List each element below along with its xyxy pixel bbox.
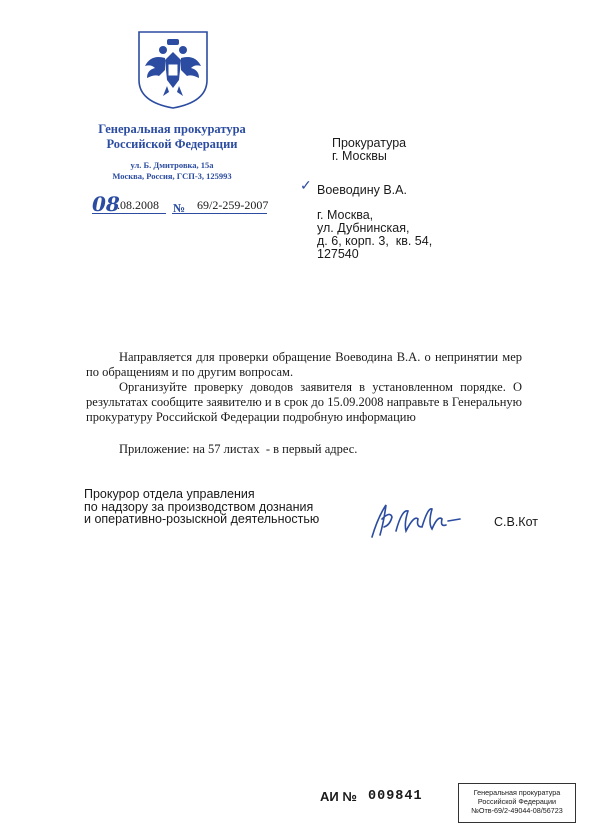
registration-stamp (458, 783, 576, 823)
body-paragraph-2: Организуйте проверку доводов заявителя в установленном порядке. О результатах сообщите заявителю и в срок до 15.09.2008 направьте в Генеральную прокуратуру Российской Федерации подробную информацию (86, 380, 522, 424)
recipient-addr-line-2: ул. Дубнинская, (317, 221, 410, 235)
signer-position (84, 488, 319, 526)
recipient-address (317, 209, 432, 261)
signer-name: С.В.Кот (494, 515, 538, 529)
org-line-2: Российской Федерации (106, 137, 238, 151)
recipient-office-line-2: г. Москвы (332, 149, 387, 163)
coat-of-arms-emblem (137, 30, 209, 110)
recipient-name: Воеводину В.А. (317, 183, 407, 197)
stamp-line-2: Российской Федерации (477, 797, 557, 806)
handwritten-signature (368, 497, 468, 541)
attachment-note: Приложение: на 57 листах - в первый адрес. (119, 442, 358, 456)
recipient-addr-line-3: д. 6, корп. 3, кв. 54, (317, 234, 433, 248)
body-paragraph-1: Направляется для проверки обращение Воеводина В.А. о непринятии мер по обращениям и по другим вопросам. (86, 350, 522, 379)
recipient-office (332, 137, 406, 163)
stamp-line-3: №Отв-69/2-49044-08/56723 (471, 806, 563, 815)
ai-label: АИ № (320, 789, 357, 804)
signer-position-line-3: и оперативно-розыскной деятельностью (84, 512, 320, 526)
ai-number: 009841 (368, 789, 423, 804)
signer-position-line-2: по надзору за производством дознания (84, 499, 314, 514)
addr-line-1: ул. Б. Дмитровка, 15а (130, 160, 214, 170)
signer-position-line-1: Прокурор отдела управления (84, 487, 255, 501)
organization-address (92, 160, 252, 182)
stamp-line-1: Генеральная прокуратура (473, 788, 561, 797)
recipient-addr-line-4: 127540 (317, 247, 359, 261)
addr-line-2: Москва, Россия, ГСП-3, 125993 (112, 171, 232, 181)
registration-number: 69/2-259-2007 (197, 198, 269, 212)
date-day-handwritten: 08 (92, 192, 120, 216)
recipient-office-line-1: Прокуратура (332, 136, 407, 150)
number-underline (172, 213, 267, 214)
number-sign: № (173, 201, 186, 215)
date-month-year: .08.2008 (117, 198, 159, 212)
organization-name (72, 122, 272, 152)
org-line-1: Генеральная прокуратура (98, 122, 246, 136)
checkmark-icon: ✓ (300, 179, 312, 194)
date-underline (92, 213, 166, 214)
recipient-addr-line-1: г. Москва, (317, 208, 374, 222)
